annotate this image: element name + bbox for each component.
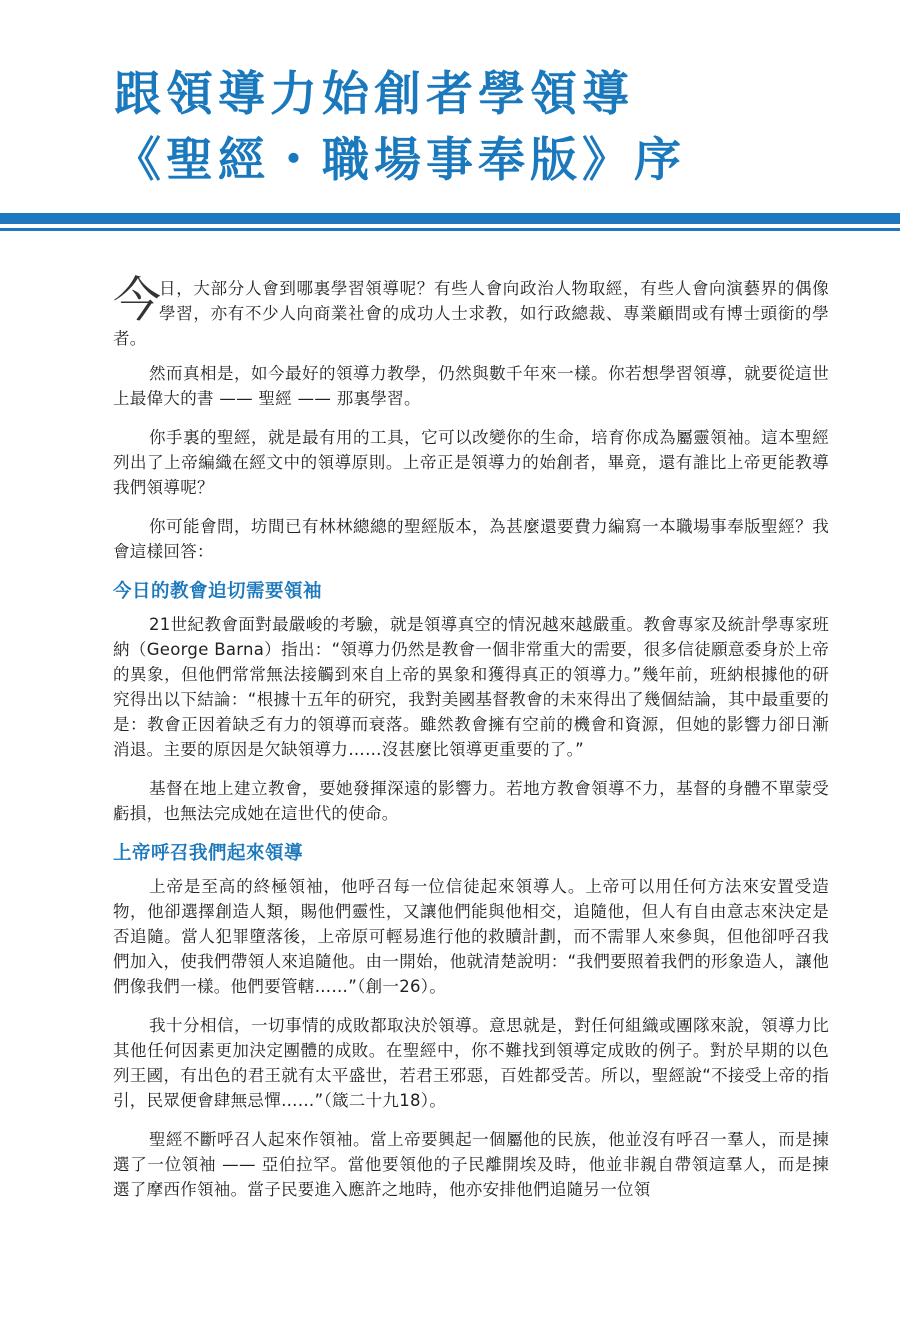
intro-paragraph-1-text: 日，大部分人會到哪裏學習領導呢？有些人會向政治人物取經，有些人會向演藝界的偶像學習，亦有不少人向商業社會的成功人士求教，如行政總裁、專業顧問或有博士頭銜的學者。 [113,279,829,348]
intro-paragraph-4: 你可能會問，坊間已有林林總總的聖經版本，為甚麼還要費力編寫一本職場事奉版聖經？我會這樣回答： [113,517,829,561]
title-divider-thin [0,228,900,231]
section1-paragraph-1: 21世紀教會面對最嚴峻的考驗，就是領導真空的情況越來越嚴重。教會專家及統計學專家班納（George Barna）指出：“領導力仍然是教會一個非常重大的需要，很多信徒願意委身於上帝的異象，但他們常常無法接觸到來自上帝的異象和獲得真正的領導力。”幾年前，班納根據他的研究得出以下結論：“根據十五年的研究，我對美國基督教會的未來得出了幾個結論，其中最重要的是：教會正因着缺乏有力的領導而衰落。雖然教會擁有空前的機會和資源，但她的影響力卻日漸消退。主要的原因是欠缺領導力……沒甚麼比領導更重要的了。” [113,615,829,759]
section-heading-church-needs-leaders: 今日的教會迫切需要領袖 [113,581,323,602]
section2-paragraph-1: 上帝是至高的終極領袖，他呼召每一位信徒起來領導人。上帝可以用任何方法來安置受造物，他卻選擇創造人類，賜他們靈性，又讓他們能與他相交，追隨他，但人有自由意志來決定是否追隨。當人犯罪墮落後，上帝原可輕易進行他的救贖計劃，而不需罪人來參與，但他卻呼召我們加入，使我們帶領人來追隨他。由一開始，他就清楚說明：“我們要照着我們的形象造人，讓他們像我們一樣。他們要管轄……”（創一26）。 [113,877,829,996]
intro-paragraph-2: 然而真相是，如今最好的領導力教學，仍然與數千年來一樣。你若想學習領導，就要從這世上最偉大的書 —— 聖經 —— 那裏學習。 [113,364,829,408]
intro-paragraph-1 [113,272,829,351]
drop-cap: 今 [113,272,162,328]
title-divider-thick [0,213,900,224]
title-line-1: 跟領導力始創者學領導 [114,67,634,122]
section1-paragraph-2: 基督在地上建立教會，要她發揮深遠的影響力。若地方教會領導不力，基督的身體不單蒙受虧損，也無法完成她在這世代的使命。 [113,779,829,823]
section-heading-god-calls-us-to-lead: 上帝呼召我們起來領導 [113,843,304,864]
article-body [113,272,829,1216]
page-title [114,62,686,194]
section2-paragraph-3: 聖經不斷呼召人起來作領袖。當上帝要興起一個屬他的民族，他並沒有呼召一羣人，而是揀選了一位領袖 —— 亞伯拉罕。當他要領他的子民離開埃及時，他並非親自帶領這羣人，而是揀選了摩西作領袖。當子民要進入應許之地時，他亦安排他們追隨另一位領 [113,1130,829,1199]
title-line-2: 《聖經・職場事奉版》序 [114,133,686,188]
section2-paragraph-2: 我十分相信，一切事情的成敗都取決於領導。意思就是，對任何組織或團隊來說，領導力比其他任何因素更加決定團體的成敗。在聖經中，你不難找到領導定成敗的例子。對於早期的以色列王國，有出色的君王就有太平盛世，若君王邪惡，百姓都受苦。所以，聖經說“不接受上帝的指引，民眾便會肆無忌憚……”（箴二十九18）。 [113,1016,829,1110]
intro-paragraph-3: 你手裏的聖經，就是最有用的工具，它可以改變你的生命，培育你成為屬靈領袖。這本聖經列出了上帝編織在經文中的領導原則。上帝正是領導力的始創者，畢竟，還有誰比上帝更能教導我們領導呢？ [113,428,829,497]
